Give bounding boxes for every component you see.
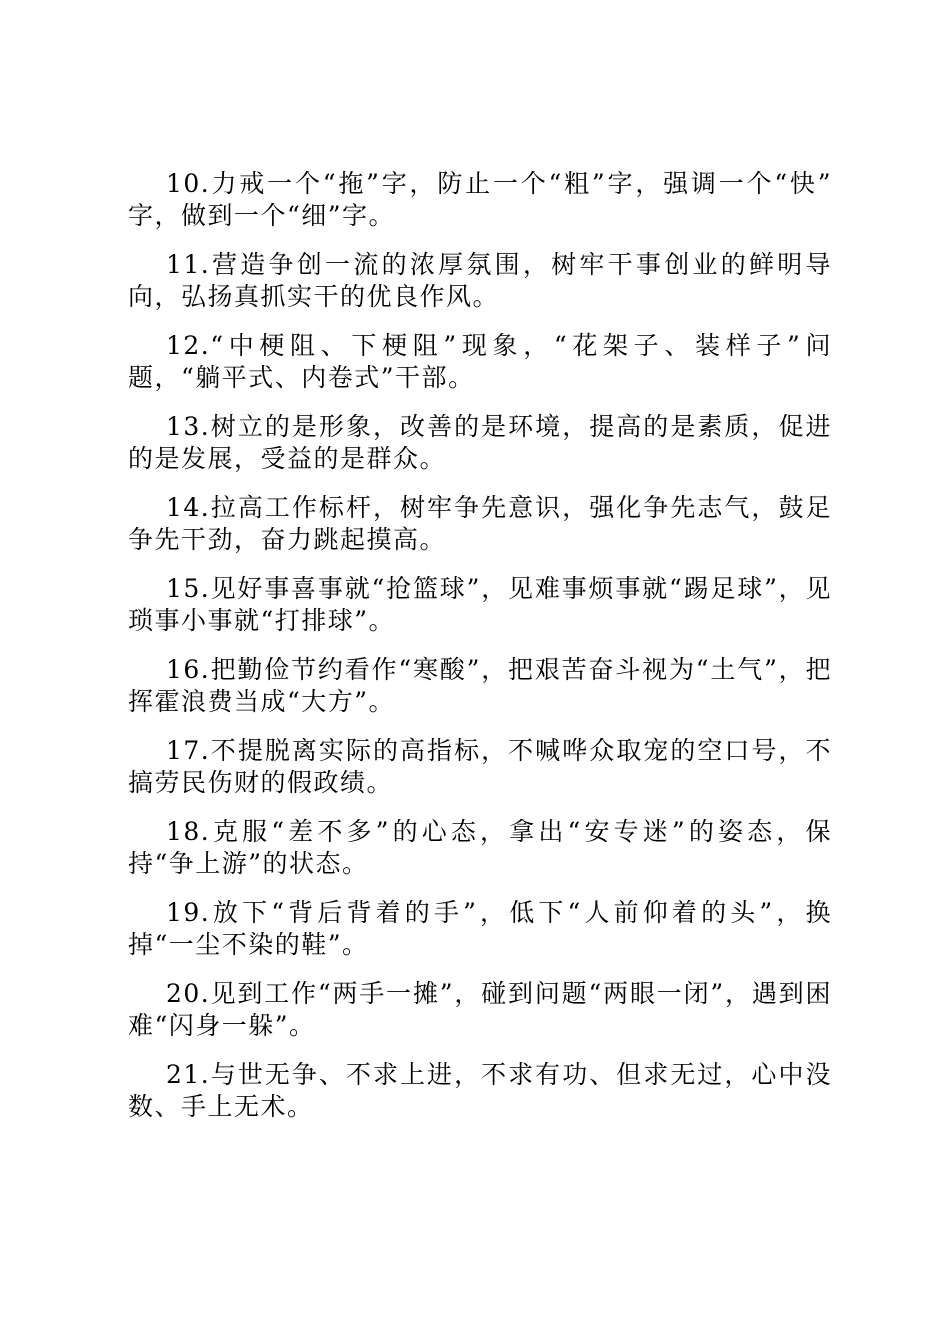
paragraph-17: 17.不提脱离实际的高指标，不喊哗众取宠的空口号，不搞劳民伤财的假政绩。 [128, 736, 832, 797]
paragraph-11: 11.营造争创一流的浓厚氛围，树牢干事创业的鲜明导向，弘扬真抓实干的优良作风。 [128, 250, 832, 311]
document-page [128, 168, 832, 1140]
paragraph-20: 20.见到工作“两手一摊”，碰到问题“两眼一闭”，遇到困难“闪身一躲”。 [128, 979, 832, 1040]
paragraph-10: 10.力戒一个“拖”字，防止一个“粗”字，强调一个“快” 字，做到一个“细”字。 [128, 169, 832, 230]
paragraph-19: 19.放下“背后背着的手”，低下“人前仰着的头”，换掉“一尘不染的鞋”。 [128, 898, 832, 959]
paragraph-21: 21.与世无争、不求上进，不求有功、但求无过，心中没数、手上无术。 [128, 1060, 832, 1121]
paragraph-12: 12.“中梗阻、下梗阻”现象，“花架子、装样子”问题，“躺平式、内卷式”干部。 [128, 331, 832, 392]
paragraph-16: 16.把勤俭节约看作“寒酸”，把艰苦奋斗视为“土气”，把挥霍浪费当成“大方”。 [128, 655, 832, 716]
paragraph-18: 18.克服“差不多”的心态，拿出“安专迷”的姿态，保持“争上游”的状态。 [128, 817, 832, 878]
paragraph-13: 13.树立的是形象，改善的是环境，提高的是素质，促进的是发展，受益的是群众。 [128, 412, 832, 473]
paragraph-14: 14.拉高工作标杆，树牢争先意识，强化争先志气，鼓足争先干劲，奋力跳起摸高。 [128, 493, 832, 554]
paragraph-15: 15.见好事喜事就“抢篮球”，见难事烦事就“踢足球”，见琐事小事就“打排球”。 [128, 574, 832, 635]
